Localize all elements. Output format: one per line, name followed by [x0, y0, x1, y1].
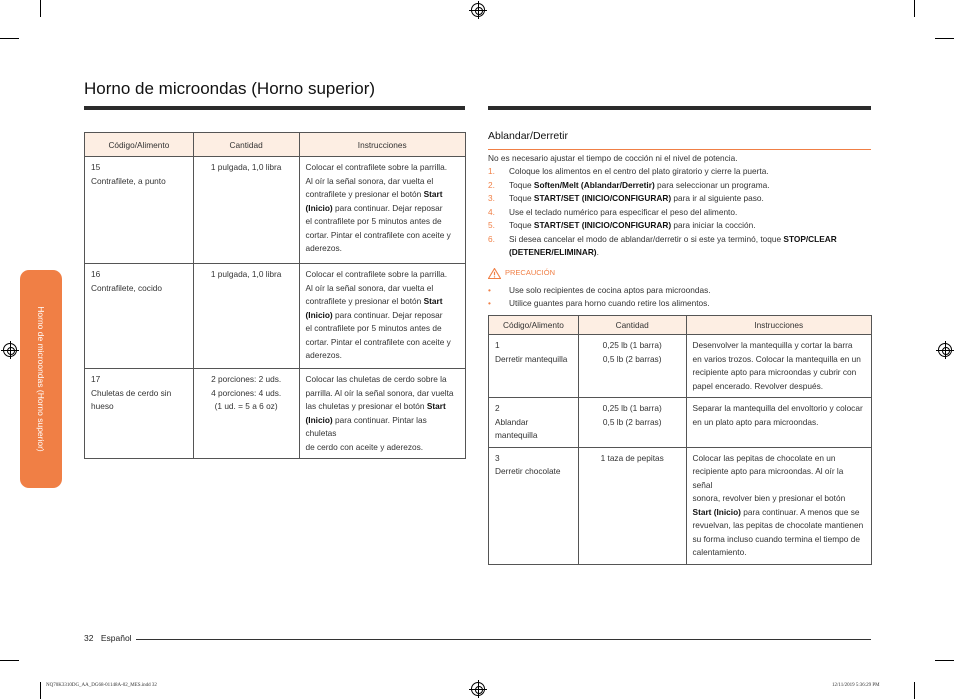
button-name-text: Start: [426, 401, 446, 411]
registration-mark-icon: [938, 343, 952, 357]
column-header: Cantidad: [578, 316, 686, 335]
column-header: Instrucciones: [299, 133, 466, 157]
list-item: [488, 165, 769, 179]
quantity-text: 1 taza de pepitas: [600, 452, 664, 463]
page-number: 32: [84, 633, 94, 643]
food-code: 16: [91, 269, 101, 279]
column-header: Cantidad: [193, 133, 299, 157]
table-row: [489, 447, 872, 564]
quantity-cell: [193, 369, 299, 459]
instruction-text: para continuar. A menos que se: [740, 506, 860, 517]
step-text: para ir al siguiente paso.: [671, 193, 764, 203]
button-name-text: (DETENER/ELIMINAR): [509, 247, 597, 257]
quantity-text: (1 ud. = 5 a 6 oz): [214, 401, 278, 411]
step-text: Toque: [509, 180, 534, 190]
food-name: Derretir chocolate: [495, 466, 561, 476]
food-code: 15: [91, 162, 101, 172]
side-chapter-tab-label: Horno de microondas (Horno superior): [36, 306, 46, 452]
food-cell: [85, 369, 194, 459]
food-cell: [489, 335, 579, 398]
food-cell: [85, 157, 194, 264]
instruction-text: recipiente apto para microondas y cubrir con: [692, 367, 857, 377]
instruction-text: Desenvolver la mantequilla y cortar la barra: [692, 340, 853, 350]
registration-mark-icon: [471, 3, 485, 17]
quantity-text: 2 porciones: 2 uds.: [211, 374, 282, 384]
print-slug: NQ70K3310DG_AA_DG68-01148A-02_MES.indd 32: [46, 683, 157, 688]
instruction-text: calentamiento.: [692, 547, 747, 557]
instruction-text: para continuar. Dejar reposar: [332, 309, 443, 320]
caution-text: Use solo recipientes de cocina aptos para microondas.: [509, 285, 711, 295]
instructions-cell: [299, 264, 466, 369]
section-underline: [488, 149, 871, 150]
food-name: Derretir mantequilla: [495, 353, 568, 364]
step-text: Coloque los alimentos en el centro del plato giratorio y cierre la puerta.: [509, 166, 769, 176]
step-text: Toque: [509, 193, 534, 203]
instruction-text: aderezos.: [305, 243, 342, 253]
crop-mark: [40, 0, 41, 17]
step-text: Toque: [509, 220, 534, 230]
instruction-text: revuelvan, las pepitas de chocolate mantienen: [692, 520, 864, 530]
instruction-text: Colocar el contrafilete sobre la parrilla.: [305, 269, 448, 279]
instruction-text: Colocar las pepitas de chocolate en un: [692, 452, 836, 463]
table-row: [85, 157, 466, 264]
instruction-text: el contrafilete por 5 minutos antes de: [305, 216, 442, 226]
quantity-text: 0,5 lb (2 barras): [602, 353, 662, 364]
column-header: Instrucciones: [686, 316, 871, 335]
button-name-text: (Inicio): [305, 309, 333, 320]
page-title: Horno de microondas (Horno superior): [84, 79, 376, 98]
button-name-text: START/SET (INICIO/CONFIGURAR): [533, 193, 672, 203]
instruction-text: Colocar las chuletas de cerdo sobre la: [305, 374, 447, 384]
crop-mark: [935, 38, 954, 39]
cooking-table-right: [488, 315, 872, 565]
list-item: [488, 284, 711, 298]
instruction-text: papel encerado. Revolver después.: [692, 380, 824, 391]
column-header: Código/Alimento: [489, 316, 579, 335]
instruction-text: Al oír la señal sonora, dar vuelta el: [305, 282, 434, 293]
instruction-text: en varios trozos. Colocar la mantequilla en un: [692, 353, 861, 364]
step-text: para seleccionar un programa.: [654, 180, 770, 190]
column-header: Código/Alimento: [85, 133, 194, 157]
warning-triangle-icon: [488, 268, 501, 279]
bullet-icon: •: [488, 298, 491, 308]
step-number: 5.: [488, 220, 495, 230]
title-rule: [84, 106, 465, 110]
instruction-text: cortar. Pintar el contrafilete con aceite y: [305, 229, 451, 240]
button-name-text: START/SET (INICIO/CONFIGURAR): [533, 220, 672, 230]
crop-mark: [914, 682, 915, 699]
quantity-text: 1 pulgada, 1,0 libra: [210, 162, 282, 172]
table-row: [85, 369, 466, 459]
button-name-text: (Inicio): [305, 414, 333, 425]
instruction-text: de cerdo con aceite y aderezos.: [305, 441, 424, 452]
button-name-text: Start (Inicio): [692, 506, 741, 517]
crop-mark: [914, 0, 915, 17]
quantity-cell: [578, 398, 686, 448]
instruction-text: para continuar. Dejar reposar: [332, 202, 443, 213]
quantity-text: 1 pulgada, 1,0 libra: [210, 269, 282, 279]
registration-mark-icon: [3, 343, 17, 357]
footer-language: Español: [100, 633, 132, 643]
button-name-text: Start: [423, 189, 443, 199]
table-row: [85, 264, 466, 369]
food-name: mantequilla: [495, 430, 538, 440]
footer-rule: [136, 639, 871, 640]
food-code: 3: [495, 452, 500, 463]
instruction-text: contrafilete y presionar el botón: [305, 189, 424, 199]
instruction-text: cortar. Pintar el contrafilete con aceite y: [305, 336, 451, 347]
list-item: [488, 233, 837, 247]
quantity-text: 0,25 lb (1 barra): [602, 340, 662, 350]
instruction-text: sonora, revolver bien y presionar el botón: [692, 493, 846, 503]
instructions-cell: [299, 157, 466, 264]
list-item-continuation: [509, 246, 599, 260]
quantity-cell: [193, 264, 299, 369]
caution-text: Utilice guantes para horno cuando retire los alimentos.: [509, 298, 710, 308]
button-name-text: Start: [423, 296, 443, 306]
instruction-text: parrilla. Al oír la señal sonora, dar vuelta: [305, 387, 454, 398]
food-name: Contrafilete, cocido: [91, 282, 163, 293]
instructions-cell: [686, 398, 871, 448]
instruction-text: contrafilete y presionar el botón: [305, 296, 424, 306]
list-item: [488, 192, 764, 206]
quantity-cell: [578, 335, 686, 398]
intro-text: No es necesario ajustar el tiempo de cocción ni el nivel de potencia.: [488, 153, 738, 163]
list-item: [488, 206, 737, 220]
instruction-text: su forma incluso cuando termina el tiempo de: [692, 533, 860, 544]
section-heading: Ablandar/Derretir: [488, 130, 568, 142]
table-row: [489, 335, 872, 398]
step-number: 3.: [488, 193, 495, 203]
registration-mark-icon: [471, 682, 485, 696]
instruction-text: Al oír la señal sonora, dar vuelta el: [305, 175, 434, 186]
instruction-text: aderezos.: [305, 350, 342, 360]
crop-mark: [0, 38, 19, 39]
instruction-text: en un plato apto para microondas.: [692, 416, 819, 427]
step-number: 1.: [488, 166, 495, 176]
button-name-text: Soften/Melt (Ablandar/Derretir): [533, 180, 655, 190]
list-item: [488, 297, 710, 311]
cooking-table-left: [84, 132, 466, 459]
food-code: 1: [495, 340, 500, 350]
instruction-text: Colocar el contrafilete sobre la parrilla.: [305, 162, 448, 172]
caution-label: PRECAUCIÓN: [505, 268, 556, 277]
instructions-cell: [299, 369, 466, 459]
quantity-text: 4 porciones: 4 uds.: [211, 387, 282, 398]
instruction-text: el contrafilete por 5 minutos antes de: [305, 323, 442, 333]
food-cell: [85, 264, 194, 369]
instructions-cell: [686, 335, 871, 398]
step-number: 6.: [488, 234, 495, 244]
print-timestamp: 12/11/2019 5:36:29 PM: [832, 683, 880, 688]
button-name-text: STOP/CLEAR: [783, 234, 837, 244]
instructions-cell: [686, 447, 871, 564]
crop-mark: [40, 682, 41, 699]
step-text: para iniciar la cocción.: [671, 220, 756, 230]
instruction-text: las chuletas y presionar el botón: [305, 401, 427, 411]
page-footer: [84, 633, 132, 643]
bullet-icon: •: [488, 285, 491, 295]
button-name-text: (Inicio): [305, 202, 333, 213]
instruction-text: recipiente apto para microondas. Al oír la señal: [692, 466, 844, 490]
step-number: 2.: [488, 180, 495, 190]
quantity-cell: [193, 157, 299, 264]
food-name: Ablandar: [495, 416, 529, 427]
quantity-text: 0,25 lb (1 barra): [602, 403, 662, 413]
instruction-text: para continuar. Pintar las chuletas: [305, 414, 427, 438]
step-text: .: [596, 247, 599, 257]
food-name: Contrafilete, a punto: [91, 175, 166, 186]
instruction-text: Separar la mantequilla del envoltorio y colocar: [692, 403, 863, 413]
crop-mark: [0, 660, 19, 661]
food-code: 17: [91, 374, 101, 384]
step-text: Si desea cancelar el modo de ablandar/derretir o si este ya terminó, toque: [509, 234, 784, 244]
food-cell: [489, 398, 579, 448]
quantity-cell: [578, 447, 686, 564]
crop-mark: [935, 660, 954, 661]
title-rule: [488, 106, 871, 110]
step-text: Use el teclado numérico para especificar el peso del alimento.: [509, 207, 738, 217]
food-cell: [489, 447, 579, 564]
table-row: [489, 398, 872, 448]
food-code: 2: [495, 403, 500, 413]
quantity-text: 0,5 lb (2 barras): [602, 416, 662, 427]
step-number: 4.: [488, 207, 495, 217]
list-item: [488, 179, 770, 193]
food-name: Chuletas de cerdo sin hueso: [91, 387, 172, 411]
list-item: [488, 219, 756, 233]
